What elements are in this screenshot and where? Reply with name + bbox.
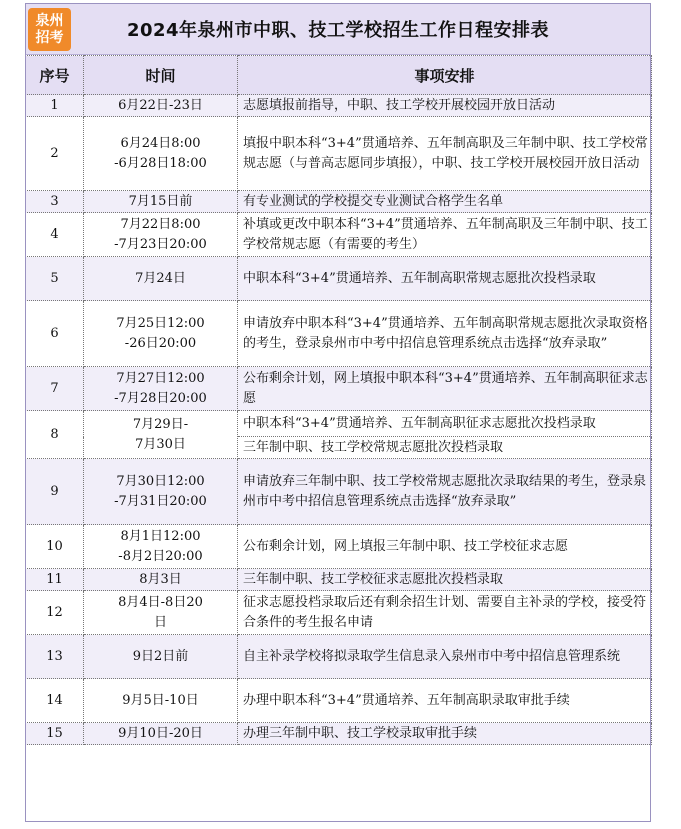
row-description: 中职本科“3+4”贯通培养、五年制高职征求志愿批次投档录取 — [238, 411, 652, 437]
table-row — [26, 411, 652, 437]
row-description: 申请放弃三年制中职、技工学校常规志愿批次录取结果的考生，登录泉州市中考中招信息管理系统点击选择“放弃录取” — [238, 459, 652, 525]
row-description: 征求志愿投档录取后还有剩余招生计划、需要自主补录的学校，接受符合条件的考生报名申请 — [238, 591, 652, 635]
row-number: 9 — [26, 459, 84, 525]
row-number: 1 — [26, 95, 84, 117]
quanzhou-zhaokao-logo: 泉州 招考 — [28, 8, 71, 51]
row-description: 中职本科“3+4”贯通培养、五年制高职常规志愿批次投档录取 — [238, 257, 652, 301]
row-description: 申请放弃中职本科“3+4”贯通培养、五年制高职常规志愿批次录取资格的考生，登录泉州市中考中招信息管理系统点击选择“放弃录取” — [238, 301, 652, 367]
page-title: 2024年泉州市中职、技工学校招生工作日程安排表 — [126, 20, 550, 41]
row-description: 公布剩余计划，网上填报三年制中职、技工学校征求志愿 — [238, 525, 652, 569]
table-row — [26, 257, 652, 301]
header-items: 事项安排 — [238, 56, 652, 95]
schedule-table — [25, 55, 652, 745]
row-number: 4 — [26, 213, 84, 257]
table-row — [26, 191, 652, 213]
table-row — [26, 367, 652, 411]
table-row — [26, 95, 652, 117]
table-row — [26, 459, 652, 525]
row-time: 9月5日-10日 — [84, 679, 238, 723]
row-time: 7月22日8:00 -7月23日20:00 — [84, 213, 238, 257]
row-description: 有专业测试的学校提交专业测试合格学生名单 — [238, 191, 652, 213]
row-time: 9日2日前 — [84, 635, 238, 679]
row-description: 办理中职本科“3+4”贯通培养、五年制高职录取审批手续 — [238, 679, 652, 723]
row-time: 7月30日12:00 -7月31日20:00 — [84, 459, 238, 525]
table-row — [26, 723, 652, 745]
table-row — [26, 591, 652, 635]
row-number: 13 — [26, 635, 84, 679]
row-time: 7月24日 — [84, 257, 238, 301]
row-time: 8月3日 — [84, 569, 238, 591]
row-number: 11 — [26, 569, 84, 591]
row-number: 3 — [26, 191, 84, 213]
table-row — [26, 525, 652, 569]
table-row — [26, 117, 652, 191]
row-number: 12 — [26, 591, 84, 635]
row-time: 7月29日- 7月30日 — [84, 411, 238, 459]
row-description: 志愿填报前指导，中职、技工学校开展校园开放日活动 — [238, 95, 652, 117]
table-row — [26, 635, 652, 679]
row-time: 6月24日8:00 -6月28日18:00 — [84, 117, 238, 191]
table-row — [26, 679, 652, 723]
row-number: 8 — [26, 411, 84, 459]
table-row — [26, 569, 652, 591]
row-number: 5 — [26, 257, 84, 301]
row-number: 7 — [26, 367, 84, 411]
row-description: 三年制中职、技工学校常规志愿批次投档录取 — [238, 437, 652, 459]
row-time: 7月15日前 — [84, 191, 238, 213]
row-number: 10 — [26, 525, 84, 569]
row-description: 公布剩余计划，网上填报中职本科“3+4”贯通培养、五年制高职征求志愿 — [238, 367, 652, 411]
header-time: 时间 — [84, 56, 238, 95]
table-row — [26, 213, 652, 257]
row-time: 9月10日-20日 — [84, 723, 238, 745]
row-description: 填报中职本科“3+4”贯通培养、五年制高职及三年制中职、技工学校常规志愿（与普高志愿同步填报），中职、技工学校开展校园开放日活动 — [238, 117, 652, 191]
table-header-row — [26, 56, 652, 95]
row-time: 7月25日12:00 -26日20:00 — [84, 301, 238, 367]
row-description: 自主补录学校将拟录取学生信息录入泉州市中考中招信息管理系统 — [238, 635, 652, 679]
title-bar — [25, 3, 651, 55]
row-time: 7月27日12:00 -7月28日20:00 — [84, 367, 238, 411]
row-time: 8月1日12:00 -8月2日20:00 — [84, 525, 238, 569]
header-no: 序号 — [26, 56, 84, 95]
table-row — [26, 301, 652, 367]
row-time: 6月22日-23日 — [84, 95, 238, 117]
row-number: 14 — [26, 679, 84, 723]
row-description: 三年制中职、技工学校征求志愿批次投档录取 — [238, 569, 652, 591]
row-number: 6 — [26, 301, 84, 367]
row-description: 办理三年制中职、技工学校录取审批手续 — [238, 723, 652, 745]
row-number: 2 — [26, 117, 84, 191]
schedule-document — [25, 3, 651, 822]
row-time: 8月4日-8日20 日 — [84, 591, 238, 635]
row-number: 15 — [26, 723, 84, 745]
row-description: 补填或更改中职本科“3+4”贯通培养、五年制高职及三年制中职、技工学校常规志愿（有需要的考生） — [238, 213, 652, 257]
